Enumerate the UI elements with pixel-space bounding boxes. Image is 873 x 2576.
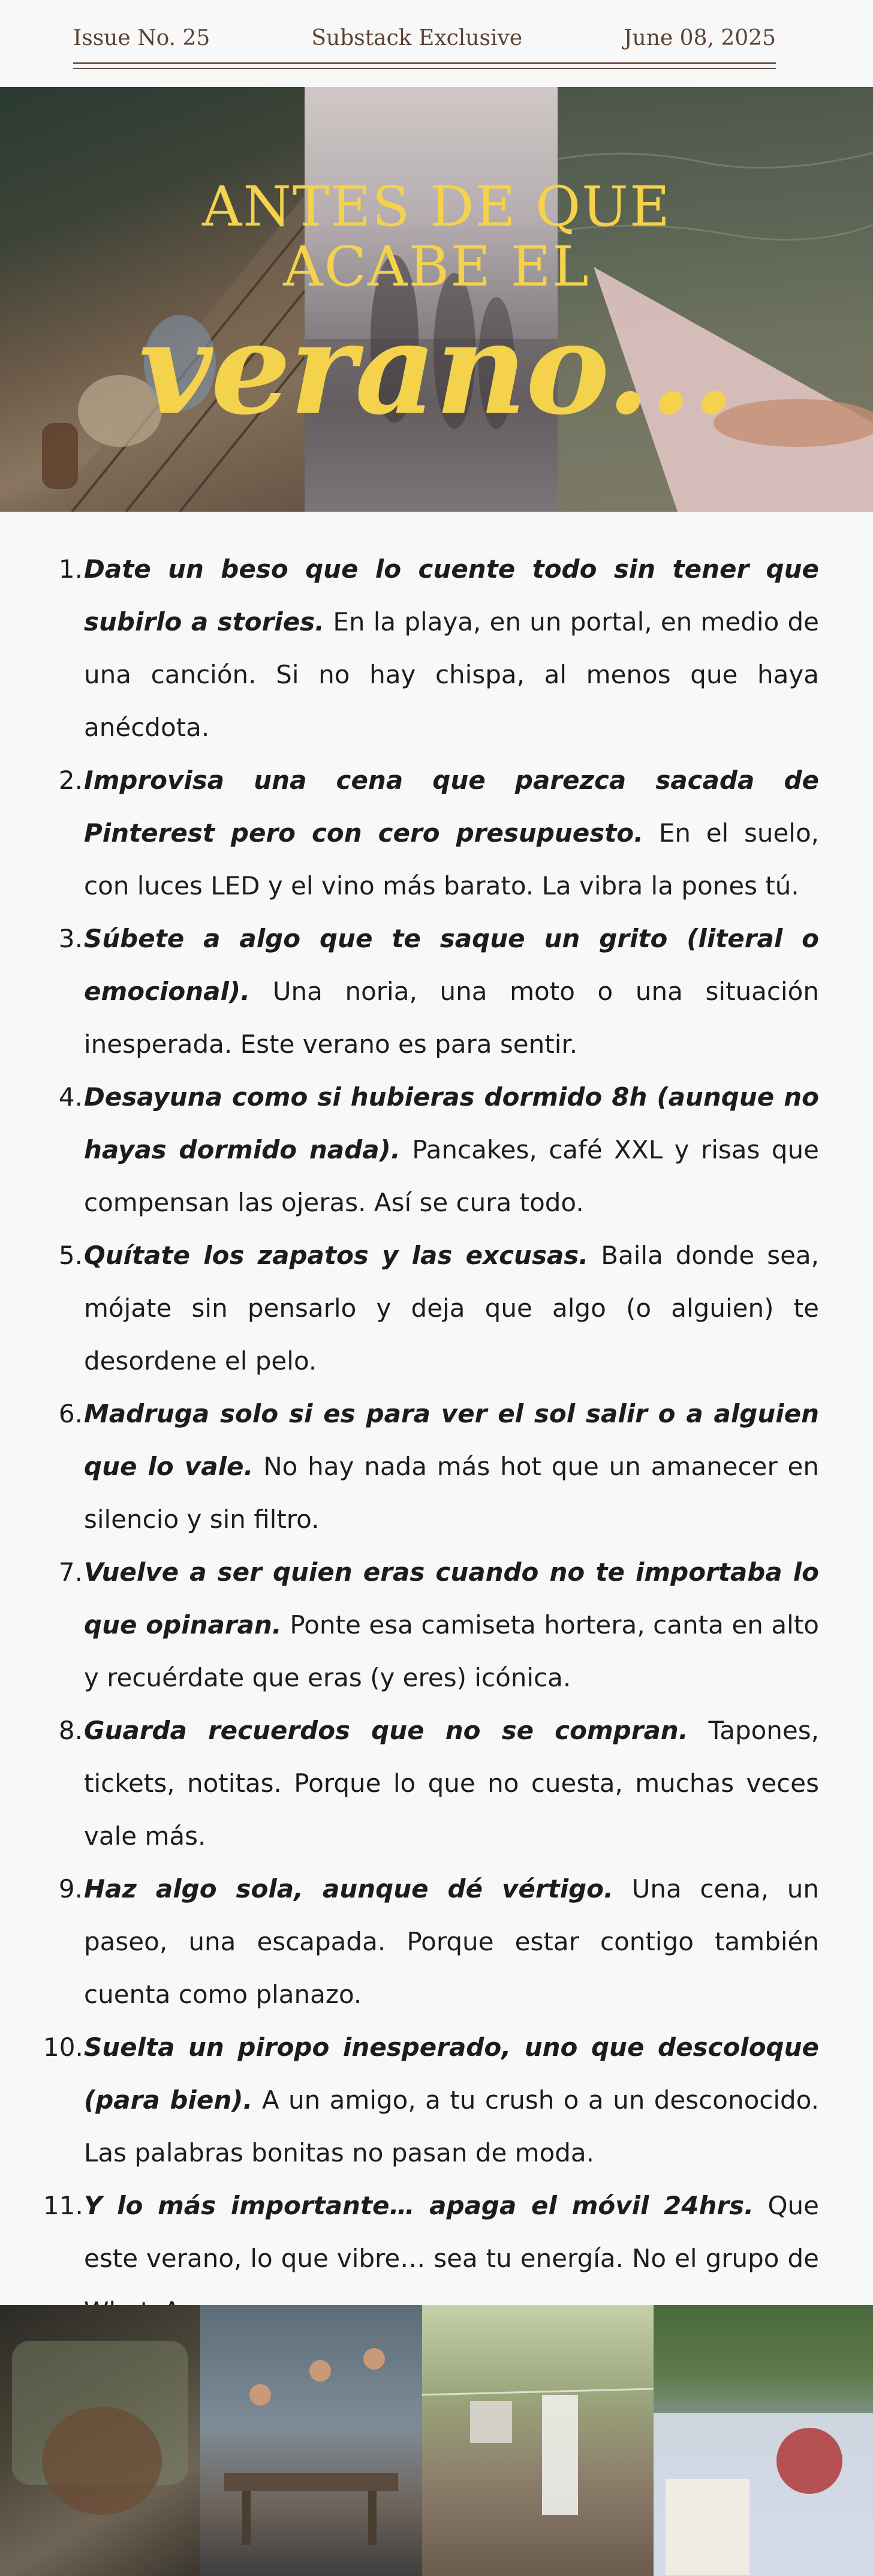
list-item	[43, 2021, 819, 2179]
masthead-row	[73, 23, 776, 53]
masthead-rule-top	[73, 62, 776, 64]
tips-list	[43, 543, 819, 2338]
list-item	[43, 1071, 819, 1229]
item-lead: Vuelve a ser quien eras cuando no te importaba lo que opinaran.	[84, 1557, 819, 1640]
item-lead: Súbete a algo que te saque un grito (literal o emocional).	[84, 924, 819, 1006]
item-number: 3.	[58, 924, 83, 953]
item-number: 6.	[58, 1399, 83, 1428]
item-text: Que este verano, lo que vibre… sea tu energía. No el grupo de	[84, 2191, 819, 2273]
item-text: Una cena, un paseo, una escapada. Porque estar contigo también cuenta como planazo.	[84, 1874, 819, 2009]
list-item	[43, 1546, 819, 1704]
photo-strip	[0, 2305, 873, 2576]
item-text: En el suelo, con luces LED y el vino más barato. La vibra la pones tú.	[84, 818, 819, 900]
item-lead: Date un beso que lo cuente todo sin tener que subirlo a stories.	[84, 554, 819, 637]
item-lead: Y lo más importante… apaga el móvil 24hrs.	[84, 2191, 754, 2220]
list-item	[43, 1704, 819, 1863]
clothesline-illustration	[422, 2305, 654, 2576]
item-number: 10.	[43, 2032, 83, 2062]
item-text: Pancakes, café XXL y risas que compensan las ojeras. Así se cura todo.	[84, 1135, 819, 1217]
issue-number: Issue No. 25	[73, 25, 210, 50]
item-lead: Quítate los zapatos y las excusas.	[84, 1241, 589, 1270]
photo-picnic	[654, 2305, 873, 2576]
hero-title-line-1: ANTES DE QUE	[201, 175, 671, 239]
item-text: Tapones, tickets, notitas. Porque lo que no cuesta, muchas veces vale más.	[84, 1716, 819, 1851]
item-lead: Guarda recuerdos que no se compran.	[84, 1716, 688, 1745]
item-number: 11.	[43, 2191, 83, 2220]
masthead	[0, 0, 873, 87]
item-text: Baila donde sea, mójate sin pensarlo y deja que algo (o alguien) te desordene el pelo.	[84, 1241, 820, 1376]
item-text: En la playa, en un portal, en medio de una canción. Si no hay chispa, al menos que haya anécdota.	[84, 607, 820, 742]
hero-title-line-3: verano...	[139, 295, 734, 443]
hero-banner	[0, 87, 873, 512]
item-text: No hay nada más hot que un amanecer en silencio y sin filtro.	[84, 1452, 819, 1534]
item-text: Ponte esa camiseta hortera, canta en alto y recuérdate que eras (y eres) icónica.	[84, 1610, 819, 1692]
issue-date: June 08, 2025	[624, 25, 776, 50]
item-number: 1.	[58, 554, 83, 584]
item-number: 2.	[58, 765, 83, 795]
picnic-illustration	[654, 2305, 873, 2576]
list-item	[43, 1863, 819, 2021]
item-number: 9.	[58, 1874, 83, 1904]
item-lead: Haz algo sola, aunque dé vértigo.	[84, 1874, 613, 1904]
list-item	[43, 912, 819, 1071]
photo-car-window	[0, 2305, 200, 2576]
item-text: Una noria, una moto o una situación inesperada. Este verano es para sentir.	[84, 977, 819, 1059]
item-number: 8.	[58, 1716, 83, 1745]
item-number: 4.	[58, 1082, 83, 1112]
car-window-illustration	[0, 2305, 200, 2576]
pier-jump-illustration	[200, 2305, 422, 2576]
masthead-rule-bottom	[73, 68, 776, 69]
item-lead: Improvisa una cena que parezca sacada de Pinterest pero con cero presupuesto.	[84, 765, 819, 848]
item-lead: Suelta un piropo inesperado, uno que descoloque (para bien).	[84, 2032, 819, 2115]
item-number: 7.	[58, 1557, 83, 1587]
photo-pier-jump	[200, 2305, 422, 2576]
item-lead: Madruga solo si es para ver el sol salir o a alguien que lo vale.	[84, 1399, 819, 1481]
item-lead: Desayuna como si hubieras dormido 8h (aunque no hayas dormido nada).	[84, 1082, 819, 1164]
item-text: A un amigo, a tu crush o a un desconocido. Las palabras bonitas no pasan de moda.	[84, 2085, 819, 2167]
photo-clothesline	[422, 2305, 654, 2576]
item-number: 5.	[58, 1241, 83, 1270]
list-item	[43, 1388, 819, 1546]
list-item	[43, 754, 819, 912]
list-item	[43, 543, 819, 754]
list-item	[43, 1229, 819, 1388]
hero-title-line-2: ACABE EL	[283, 235, 590, 299]
publication-label: Substack Exclusive	[311, 25, 523, 50]
